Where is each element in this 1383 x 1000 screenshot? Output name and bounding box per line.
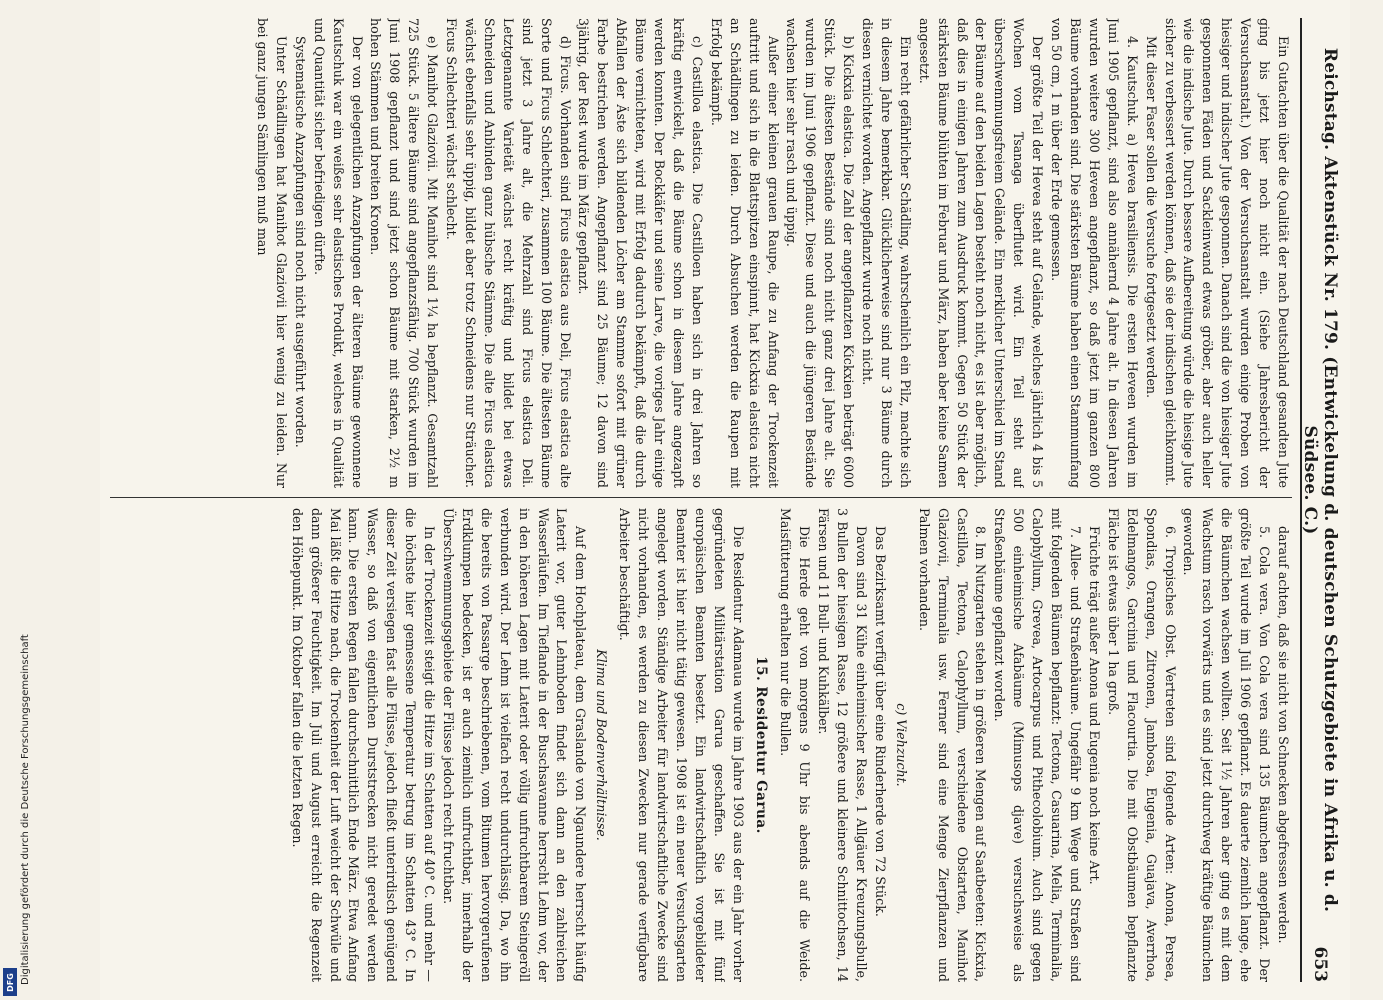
paragraph: Früchte trägt außer Anona und Eugenia noch keine Art. (1086, 526, 1102, 885)
paragraph: Mit dieser Faser sollen die Versuche fortgesetzt werden. (1143, 36, 1159, 399)
page-number: 653 (1310, 946, 1330, 982)
paragraph: d) Ficus. Vorhanden sind Ficus elastica aus Deli, Ficus elastica alte Sorte und Ficus Schlechteri, zusammen 100 Bäume. Die ältesten Bäume sind jetzt 3 Jahre alt, die Mehrzahl sind Ficus elastica Deli. Letztgenannte Varietät wächst recht kräftig und bildet bei etwas Schneiden und Anbinden ganz hübsche Stämme. Die alte Ficus elastica wächst ebenfalls sehr üppig, bildet aber trotz Schneidens nur Sträucher. Ficus Schlechteri wächst schlecht. (444, 18, 573, 488)
dfg-logo (3, 968, 17, 996)
section-heading: c) Viehzucht. (893, 703, 909, 787)
paragraph: darauf achten, daß sie nicht von Schnecken abgefressen werden. (1276, 526, 1291, 944)
paragraph: Die Residentur Adamaua wurde im Jahre 1903 aus der ein Jahr vorher gegründeten Militärstation Garua geschaffen. Sie ist mit fünf europäischen Beamten besetzt. Ein landwirtschaftlich vorgebildeter Beamter ist hier nicht tätig gewesen. 1908 ist ein neuer Versuchsgarten angelegt worden. Ständige Arbeiter für landwirtschaftliche Zwecke sind nicht vorhanden, es werden zu diesen Zwecken nur gerade verfügbare Arbeiter beschäftigt. (617, 508, 746, 982)
section-heading: Klima und Bodenverhältnisse. (594, 649, 610, 841)
rotated-page-content (100, 0, 1350, 1000)
running-header (1300, 18, 1338, 982)
paragraph: 6. Tropisches Obst. Vertreten sind folgende Arten: Anona, Persea, Spondias, Orangen, Zitronen, Jambosa, Eugenia, Guajava, Averrhoa, Edelmangos, Garcinia und Flacourtia. Die mit Obstbäumen bepflanzte Fläche ist etwas über 1 ha groß. (1105, 508, 1178, 982)
column-divider (110, 497, 1292, 498)
paragraph: In der Trockenzeit steigt die Hitze im Schatten auf 40° C. und mehr — die höchste hier gemessene Temperatur betrug im Schatten 43° C. In dieser Zeit versiegen fast alle Flüsse, jedoch fließt unterirdisch genügend Wasser, so daß von eigentlichen Durststrecken nicht geredet werden kann. Die ersten Regen fallen durchschnittlich Ende März. Etwa Anfang Mai läßt die Hitze nach, die Trockenheit der Luft weicht der Schwüle und dann größerer Feuchtigkeit. Im Juli und August erreicht die Regenzeit den Höhepunkt. Im Oktober fallen die letzten Regen. (289, 508, 438, 982)
paragraph: 8. Im Nutzgarten stehen in größeren Mengen auf Saatbeeten: Kickxia, Castilloa, Tectona, Calophyllum, verschiedene Obstarten, Manihot Glaziovii, Terminalia usw. Ferner sind eine Menge Zierpflanzen und Palmen vorhanden. (916, 508, 989, 982)
paragraph: Der von gelegentlichen Anzapfungen der älteren Bäume gewonnene Kautschuk war ein weißes sehr elastisches Produkt, welches in Qualität und Quantität sicher befriedigen dürfte. (311, 18, 365, 488)
digitization-credit: Digitalisierung gefördert durch die Deutsche Forschungsgemeinschaft (20, 634, 31, 985)
paragraph: Der größte Teil der Hevea steht auf Gelände, welches jährlich 4 bis 5 Wochen vom Tsanaga überflutet wird. Ein Teil steht auf überschwemmungsfreiem Gelände. Ein merklicher Unterschied im Stand der Bäume auf den beiden Lagen besteht noch nicht, es ist aber möglich, daß dies in einigen Jahren zum Ausdruck kommt. Gegen 50 Stück der stärksten Bäume blühten im Februar und März, haben aber keine Samen angesetzt. (916, 18, 1046, 488)
side-credit (0, 0, 40, 1000)
paragraph: 5. Cola vera. Von Cola vera sind 135 Bäumchen angepflanzt. Der größte Teil wurde im Juli 1906 gepflanzt. Es dauerte ziemlich lange, ehe die Bäumchen wachsen wollten. Seit 1½ Jahren aber ging es mit dem Wachstum rasch vorwärts und es sind jetzt durchweg kräftige Bäumchen geworden. (1181, 508, 1273, 982)
paragraph: 4. Kautschuk. a) Hevea brasiliensis. Die ersten Heveen wurden im Juni 1905 gepflanzt, sind also annähernd 4 Jahre alt. In diesen Jahren wurden weitere 300 Heveen angepflanzt, so daß jetzt im ganzen 800 Bäume vorhanden sind. Die stärksten Bäume haben einen Stammumfang von 50 cm, 1 m über der Erde gemessen. (1049, 18, 1140, 488)
running-title: Reichstag. Aktenstück Nr. 179. (Entwickelung d. deutschen Schutzgebiete in Afrika u. d. Südsee. C.) (1300, 47, 1340, 913)
paragraph: Die Herde geht von morgens 9 Uhr bis abends auf die Weide. Maisfütterung erhalten nur die Bullen. (778, 508, 813, 982)
document-page (100, 0, 1350, 1000)
paragraph: 7. Allee- und Straßenbäume. Ungefähr 9 km Wege und Straßen sind mit folgenden Bäumen bepflanzt: Tectona, Casuarina, Melia, Terminalia, Calophyllum, Grevea, Artocarpus und Pithecolobium. Auch sind gegen 500 einheimische Afabäume (Mimusops djave) versuchsweise als Straßenbäume gepflanzt worden. (992, 508, 1084, 982)
paragraph: b) Kickxia elastica. Die Zahl der angepflanzten Kickxien beträgt 6000 Stück. Die ältesten Bestände sind noch nicht ganz drei Jahre alt. Sie wurden im Juni 1906 gepflanzt. Diese und auch die jüngeren Bestände wachsen hier sehr rasch und üppig. (784, 18, 857, 488)
paragraph: Das Bezirksamt verfügt über eine Rinderherde von 72 Stück. (872, 526, 888, 917)
paragraph: Auf dem Hochplateau, dem Graslande von Ngaundere herrscht häufig Laterit vor, guter Lehmboden findet sich dann an den zahlreichen Wasserläufen. Im Tieflande in der Buschsavanne herrscht Lehm vor, der in den höheren Lagen mit Laterit oder völlig unfruchtbarem Steingeröll verbunden wird. Der Lehm ist vielfach recht undurchlässig. Da, wo ihn die bereits von Passarge beschriebenen, vom Bitumen hervorgerufenen Erdklumpen bedecken, ist er auch ziemlich unfruchtbar, innerhalb der Überschwemmungsgebiete der Flüsse jedoch recht fruchtbar. (441, 508, 589, 982)
dfg-logo-text: DFG (5, 972, 15, 992)
left-column (110, 18, 1292, 488)
paragraph: c) Castilloa elastica. Die Castilloen haben sich in drei Jahren so kräftig entwickelt, daß die Bäume schon in diesem Jahre angezapft werden konnten. Der Bockkäfer und seine Larve, die voriges Jahr einige Bäume vernichteten, wird mit Erfolg dadurch bekämpft, daß die durch Abfallen der Äste sich bildenden Löcher am Stamme sofort mit grüner Farbe bestrichen werden. Angepflanzt sind 25 Bäume; 12 davon sind 3jährig, der Rest wurde im März gepflanzt. (576, 18, 705, 488)
paragraph: Außer einer kleinen grauen Raupe, die zu Anfang der Trockenzeit auftritt und sich in die Blattspitzen einspinnt, hat Kickxia elastica nicht an Schädlingen zu leiden. Durch Absuchen werden die Raupen mit Erfolg bekämpft. (708, 18, 781, 488)
paragraph: e) Manihot Glaziovii. Mit Manihot sind 1¼ ha bepflanzt. Gesamtzahl 725 Stück. 5 ältere Bäume sind angepflanzsfähig. 700 Stück wurden im Juni 1908 gepflanzt und sind jetzt schon Bäume mit starken, 2½ m hohen Stämmen und breiten Kronen. (368, 18, 441, 488)
paragraph: Unter Schädlingen hat Manihot Glaziovii hier wenig zu leiden. Nur bei ganz jungen Sämlingen muß man (255, 18, 289, 488)
paragraph: Ein Gutachten über die Qualität der nach Deutschland gesandten Jute ging bis jetzt hier noch nicht ein. (Siehe Jahresbericht der Versuchsanstalt.) Von der Versuchsanstalt wurden einige Proben von hiesiger und indischer Jute gesponnen. Danach sind die von hiesiger Jute gesponnenen Fäden und Sackleinwand etwas gröber, aber auch heller wie die indische Jute. Durch bessere Aufbereitung würde die hiesige Jute sicher zu verbessert werden können, daß sie der indischen gleichkommt. (1162, 18, 1291, 488)
right-column (110, 508, 1292, 982)
paragraph: Ein recht gefährlicher Schädling, wahrscheinlich ein Pilz, machte sich in diesem Jahre bemerkbar. Glücklicherweise sind nur 3 Bäume durch diesen vernichtet worden. Angepflanzt wurde noch nicht. (860, 18, 913, 488)
paragraph: Systematische Anzapfungen sind noch nicht ausgeführt worden. (292, 36, 308, 448)
section-heading: 15. Residentur Garua. (752, 656, 769, 834)
paragraph: Davon sind 31 Kühe einheimischer Rasse, 1 Allgäuer Kreuzungsbulle, 3 Bullen der hiesigen Rasse, 12 größere und kleinere Schnittochsen, 14 Färsen und 11 Bull- und Kuhkälber. (816, 508, 870, 982)
